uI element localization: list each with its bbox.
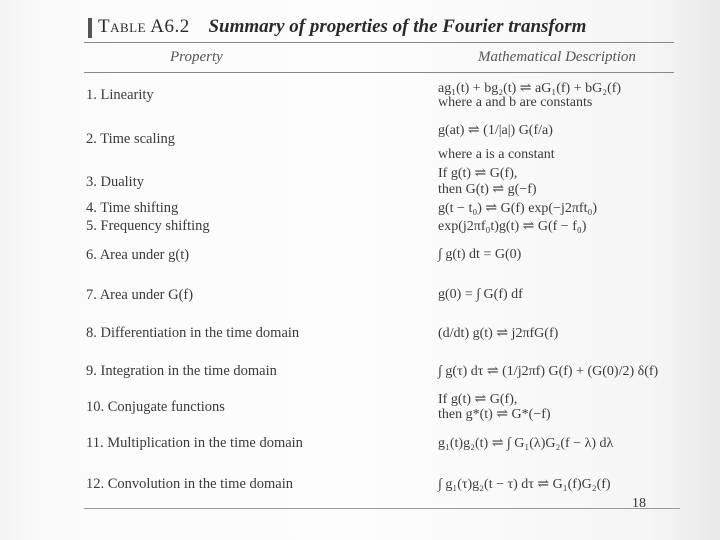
row-8-math: (d/dt) g(t) ⇌ j2πfG(f)	[438, 326, 559, 341]
row-10-math-line-1: If g(t) ⇌ G(f),	[438, 392, 518, 407]
top-rule	[84, 42, 674, 43]
row-6-property: 6. Area under g(t)	[86, 247, 190, 263]
row-8-property: 8. Differentiation in the time domain	[86, 325, 300, 341]
page-number: 18	[632, 496, 646, 511]
row-5-math: exp(j2πf₀t)g(t) ⇌ G(f − f₀)	[438, 219, 587, 234]
row-1-property: 1. Linearity	[86, 87, 154, 103]
title-bar-mark	[88, 18, 92, 38]
row-10-math-line-2: then g*(t) ⇌ G*(−f)	[438, 407, 551, 422]
row-9-property: 9. Integration in the time domain	[86, 363, 277, 379]
col-header-description: Mathematical Description	[478, 49, 636, 65]
row-12-math: ∫ g₁(τ)g₂(t − τ) dτ ⇌ G₁(f)G₂(f)	[438, 477, 611, 492]
bottom-rule	[84, 508, 680, 509]
row-5-property: 5. Frequency shifting	[86, 218, 210, 234]
row-2-property: 2. Time scaling	[86, 131, 176, 147]
row-10-property: 10. Conjugate functions	[86, 399, 225, 415]
row-1-math-line-1: ag₁(t) + bg₂(t) ⇌ aG₁(f) + bG₂(f)	[438, 81, 622, 96]
row-11-math: g₁(t)g₂(t) ⇌ ∫ G₁(λ)G₂(f − λ) dλ	[438, 436, 614, 451]
row-9-math: ∫ g(τ) dτ ⇌ (1/j2πf) G(f) + (G(0)/2) δ(f)	[438, 364, 659, 379]
row-3-property: 3. Duality	[86, 174, 144, 190]
row-2-math-line-2: where a is a constant	[438, 147, 555, 162]
table-title	[98, 16, 586, 38]
col-header-property: Property	[170, 49, 223, 65]
row-3-math-line-2: then G(t) ⇌ g(−f)	[438, 182, 537, 197]
row-4-math: g(t − t₀) ⇌ G(f) exp(−j2πft₀)	[438, 201, 598, 216]
row-2-math-line-1: g(at) ⇌ (1/|a|) G(f/a)	[438, 123, 553, 138]
row-11-property: 11. Multiplication in the time domain	[86, 435, 303, 451]
row-7-property: 7. Area under G(f)	[86, 287, 194, 303]
row-1-math-line-2: where a and b are constants	[438, 95, 593, 110]
table-caption: Summary of properties of the Fourier transform	[208, 16, 587, 37]
header-rule	[84, 72, 674, 73]
row-12-property: 12. Convolution in the time domain	[86, 476, 294, 492]
row-4-property: 4. Time shifting	[86, 200, 179, 216]
table-label: Table A6.2	[98, 16, 190, 37]
row-6-math: ∫ g(t) dt = G(0)	[438, 247, 522, 262]
row-3-math-line-1: If g(t) ⇌ G(f),	[438, 166, 518, 181]
row-7-math: g(0) = ∫ G(f) df	[438, 287, 523, 302]
